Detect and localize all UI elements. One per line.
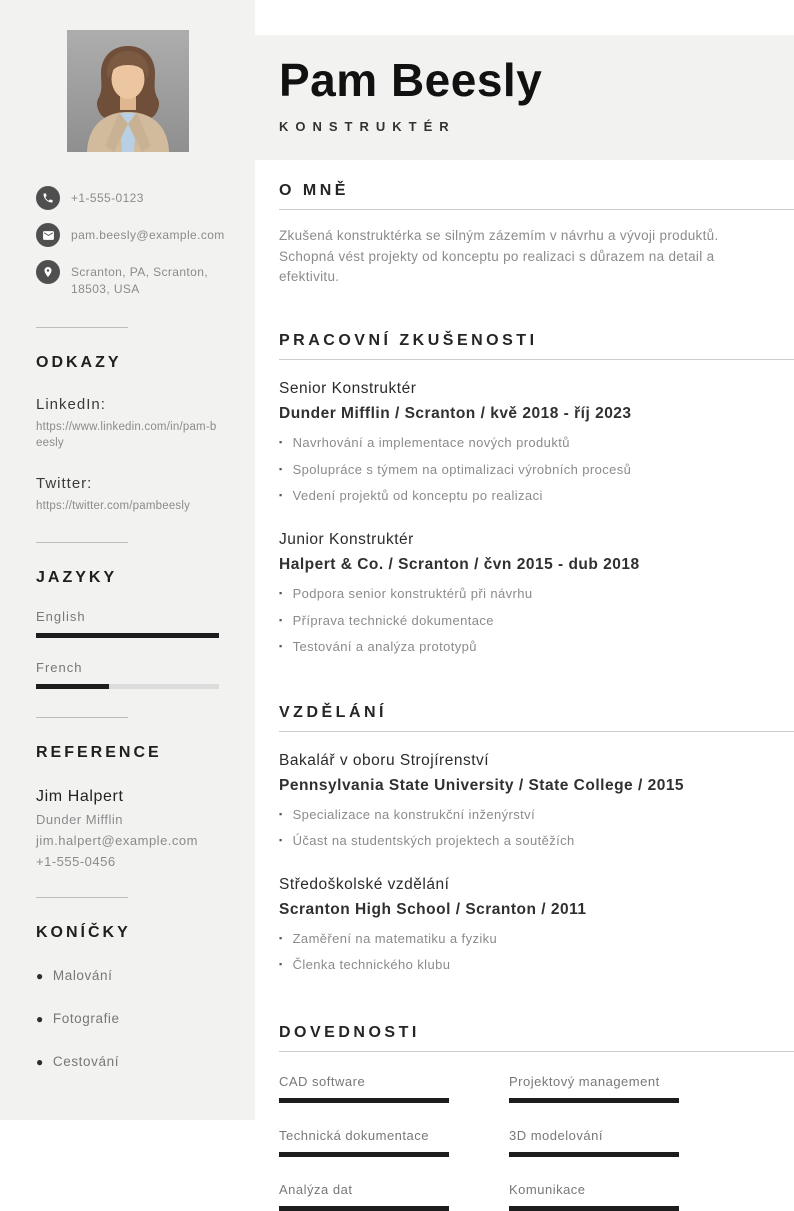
bullet-dot-icon: ● <box>36 969 44 984</box>
bullet-item <box>279 832 794 850</box>
contact-location-row <box>36 260 219 299</box>
contact-email-row <box>36 223 225 247</box>
education-bullets <box>279 806 794 850</box>
reference-email: jim.halpert@example.com <box>36 833 198 849</box>
job-title: Junior Konstruktér <box>279 531 414 548</box>
bullet-item <box>279 806 794 824</box>
skill-name: 3D modelování <box>509 1127 603 1143</box>
location-value <box>71 260 208 299</box>
skill-name: Technická dokumentace <box>279 1127 429 1143</box>
language-level-fill <box>36 684 109 689</box>
experience-heading: PRACOVNÍ ZKUŠENOSTI <box>279 332 538 350</box>
skills-heading: DOVEDNOSTI <box>279 1023 420 1041</box>
bullet-item <box>279 434 794 452</box>
location-pin-icon <box>36 260 60 284</box>
skill-item <box>279 1128 449 1157</box>
skill-name: Komunikace <box>509 1181 586 1197</box>
about-section <box>279 160 794 289</box>
skill-name: CAD software <box>279 1073 366 1089</box>
skill-level-bar <box>509 1152 679 1157</box>
bullet-item <box>279 638 794 656</box>
bullet-item <box>279 612 794 630</box>
education-title: Bakalář v oboru Strojírenství <box>279 751 490 769</box>
location-line1: Scranton, PA, Scranton, <box>71 265 209 279</box>
bullet-text: Podpora senior konstruktérů při návrhu <box>292 586 533 601</box>
language-name: French <box>36 660 83 676</box>
skill-name: Projektový management <box>509 1073 660 1089</box>
bullet-item <box>279 487 794 505</box>
hobby-label: Cestování <box>52 1053 120 1069</box>
sidebar <box>0 0 255 1120</box>
bullet-text: Vedení projektů od konceptu po realizaci <box>292 488 543 504</box>
skill-level-bar <box>509 1206 679 1211</box>
bullet-text: Specializace na konstrukční inženýrství <box>292 806 536 822</box>
links-heading: ODKAZY <box>36 353 122 371</box>
bullet-square-icon: ▪ <box>279 614 283 625</box>
bullet-text: Navrhování a implementace nových produktů <box>292 435 570 451</box>
bullet-text: Účast na studentských projektech a soutěžích <box>292 833 575 849</box>
sidebar-divider <box>36 327 128 328</box>
bullet-text: Spolupráce s týmem na optimalizaci výrobních procesů <box>292 461 632 477</box>
language-level-track <box>36 684 219 689</box>
education-section <box>279 704 794 974</box>
language-level-track <box>36 633 219 638</box>
bullet-item <box>279 585 794 603</box>
reference-phone: +1-555-0456 <box>36 854 116 870</box>
reference-heading: REFERENCE <box>36 744 162 762</box>
skill-level-bar <box>279 1098 449 1103</box>
hobby-label: Fotografie <box>52 1010 120 1026</box>
bullet-item <box>279 461 794 479</box>
bullet-square-icon: ▪ <box>279 808 283 819</box>
job-meta: Halpert & Co. / Scranton / čvn 2015 - dub 2018 <box>279 556 640 573</box>
skills-section <box>279 1024 794 1211</box>
hobby-item <box>36 968 219 985</box>
hobby-item <box>36 1054 219 1071</box>
twitter-url[interactable]: https://twitter.com/pambeesly <box>36 499 191 512</box>
skill-item <box>279 1074 449 1103</box>
section-rule <box>279 209 794 210</box>
bullet-text: Členka technického klubu <box>292 957 451 973</box>
profile-photo <box>67 30 189 152</box>
bullet-square-icon: ▪ <box>279 835 283 846</box>
main-column <box>255 0 794 1197</box>
bullet-item <box>279 956 794 974</box>
top-white-strip <box>255 0 794 35</box>
job-meta: Dunder Mifflin / Scranton / kvě 2018 - říj 2023 <box>279 405 632 423</box>
bullet-square-icon: ▪ <box>279 932 283 943</box>
hobby-label: Malování <box>52 968 113 984</box>
skill-level-bar <box>509 1098 679 1103</box>
main-content <box>255 160 794 1211</box>
language-item-french <box>36 660 219 689</box>
bullet-square-icon: ▪ <box>279 588 283 598</box>
hobbies-heading: KONÍČKY <box>36 924 131 942</box>
phone-value: +1-555-0123 <box>71 191 144 205</box>
bullet-text: Testování a analýza prototypů <box>292 639 477 655</box>
skill-item <box>509 1128 679 1157</box>
hobby-item <box>36 1011 219 1028</box>
education-meta: Scranton High School / Scranton / 2011 <box>279 900 587 918</box>
language-level-fill <box>36 633 219 638</box>
bullet-square-icon: ▪ <box>279 490 283 501</box>
about-heading: O MNĚ <box>279 181 349 199</box>
skills-grid <box>279 1074 794 1211</box>
header-band <box>255 35 794 160</box>
skill-item <box>509 1074 679 1103</box>
section-rule <box>279 731 794 732</box>
reference-company: Dunder Mifflin <box>36 812 123 828</box>
education-title: Středoškolské vzdělání <box>279 875 450 893</box>
bullet-square-icon: ▪ <box>279 959 283 970</box>
skill-level-bar <box>279 1206 449 1211</box>
bullet-square-icon: ▪ <box>279 437 283 448</box>
link-group-twitter <box>36 475 219 514</box>
skill-name: Analýza dat <box>279 1181 353 1197</box>
job-title: Senior Konstruktér <box>279 380 417 398</box>
bullet-text: Zaměření na matematiku a fyziku <box>292 930 498 946</box>
phone-icon <box>36 186 60 210</box>
bullet-dot-icon: ● <box>36 1011 44 1026</box>
education-heading: VZDĚLÁNÍ <box>279 703 387 721</box>
experience-entry <box>279 380 794 505</box>
bullet-item <box>279 930 794 948</box>
bullet-square-icon: ▪ <box>279 463 283 474</box>
education-bullets <box>279 930 794 974</box>
language-name: English <box>36 609 86 625</box>
skill-item <box>279 1182 449 1211</box>
sidebar-divider <box>36 717 128 718</box>
skill-level-bar <box>279 1152 449 1157</box>
contact-section <box>36 186 225 299</box>
education-entry <box>279 876 794 974</box>
sidebar-divider <box>36 542 128 543</box>
languages-heading: JAZYKY <box>36 569 118 587</box>
link-group-linkedin <box>36 396 219 451</box>
section-rule <box>279 359 794 360</box>
section-rule <box>279 1051 794 1052</box>
reference-name: Jim Halpert <box>36 788 124 806</box>
bullet-text: Příprava technické dokumentace <box>292 612 494 628</box>
person-name: Pam Beesly <box>279 54 543 106</box>
experience-entry <box>279 531 794 656</box>
bullet-square-icon: ▪ <box>279 641 283 652</box>
person-job-title: KONSTRUKTÉR <box>279 118 456 134</box>
profile-photo-illustration <box>67 30 189 152</box>
email-value: pam.beesly@example.com <box>71 228 225 242</box>
education-entry <box>279 752 794 850</box>
email-icon <box>36 223 60 247</box>
job-bullets <box>279 585 794 656</box>
language-item-english <box>36 609 219 638</box>
linkedin-label: LinkedIn: <box>36 395 106 413</box>
location-line2: 18503, USA <box>71 282 140 297</box>
contact-phone-row <box>36 186 219 210</box>
sidebar-divider <box>36 897 128 898</box>
skill-item <box>509 1182 679 1211</box>
twitter-label: Twitter: <box>36 474 93 492</box>
job-bullets <box>279 434 794 505</box>
linkedin-url[interactable]: https://www.linkedin.com/in/pam-beesly <box>36 420 217 449</box>
about-text: Zkušená konstruktérka se silným zázemím v návrhu a vývoji produktů. Schopná vést projekty od konceptu po realizaci s důrazem na detail a efektivitu. <box>279 227 719 285</box>
education-meta: Pennsylvania State University / State College / 2015 <box>279 776 685 794</box>
experience-section <box>279 332 794 655</box>
bullet-dot-icon: ● <box>36 1054 44 1069</box>
